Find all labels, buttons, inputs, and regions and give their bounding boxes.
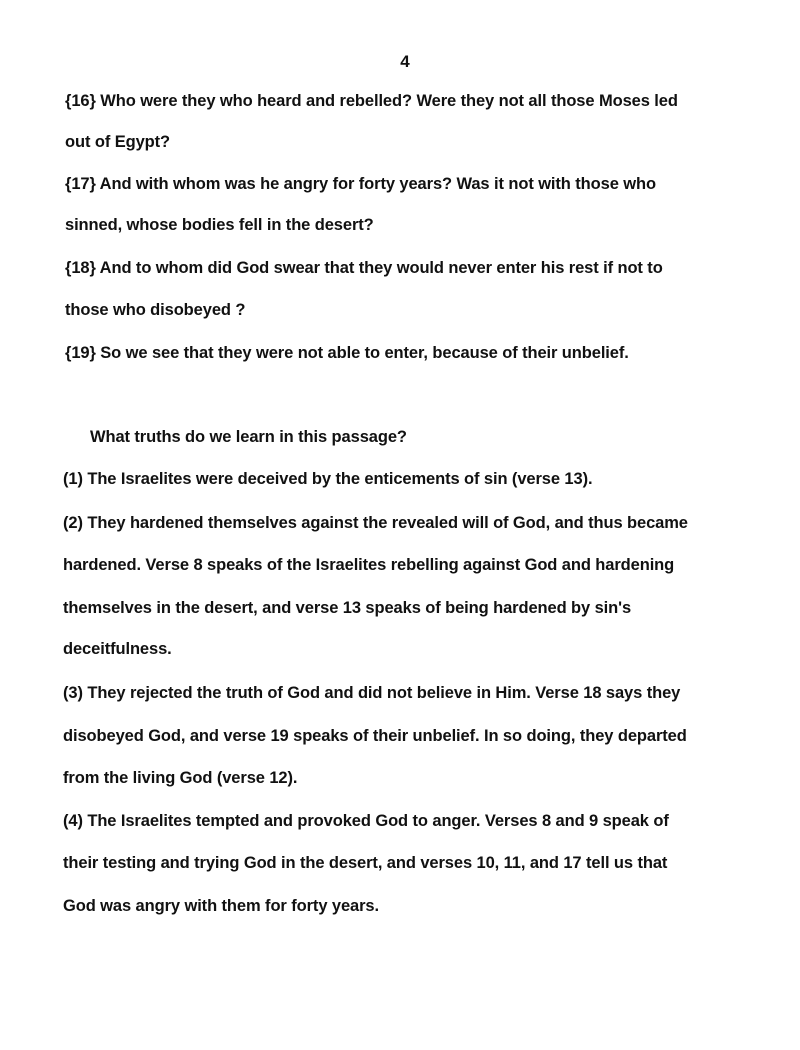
truth-line: (3) They rejected the truth of God and did not believe in Him. Verse 18 says they <box>63 684 681 702</box>
verse-line: {17} And with whom was he angry for forty years? Was it not with those who <box>65 175 656 193</box>
truth-line: God was angry with them for forty years. <box>63 897 379 915</box>
truth-line: hardened. Verse 8 speaks of the Israelites rebelling against God and hardening <box>63 556 675 574</box>
truth-line: (1) The Israelites were deceived by the enticements of sin (verse 13). <box>63 470 593 488</box>
truth-line: deceitfulness. <box>63 640 172 658</box>
truth-line: themselves in the desert, and verse 13 speaks of being hardened by sin's <box>63 599 632 617</box>
verse-line: out of Egypt? <box>65 133 171 151</box>
verse-line: sinned, whose bodies fell in the desert? <box>65 216 374 234</box>
verse-line: {18} And to whom did God swear that they would never enter his rest if not to <box>65 259 663 277</box>
truth-line: (4) The Israelites tempted and provoked God to anger. Verses 8 and 9 speak of <box>63 812 669 830</box>
truth-line: from the living God (verse 12). <box>63 769 298 787</box>
section-question: What truths do we learn in this passage? <box>90 428 407 446</box>
truth-line: disobeyed God, and verse 19 speaks of their unbelief. In so doing, they departed <box>63 727 687 745</box>
verse-line: {16} Who were they who heard and rebelled? Were they not all those Moses led <box>65 92 678 110</box>
truth-line: (2) They hardened themselves against the revealed will of God, and thus became <box>63 514 688 532</box>
verse-line: {19} So we see that they were not able to enter, because of their unbelief. <box>65 344 629 362</box>
truth-line: their testing and trying God in the desert, and verses 10, 11, and 17 tell us that <box>63 854 668 872</box>
verse-line: those who disobeyed ? <box>65 301 246 319</box>
page-number: 4 <box>400 52 410 71</box>
